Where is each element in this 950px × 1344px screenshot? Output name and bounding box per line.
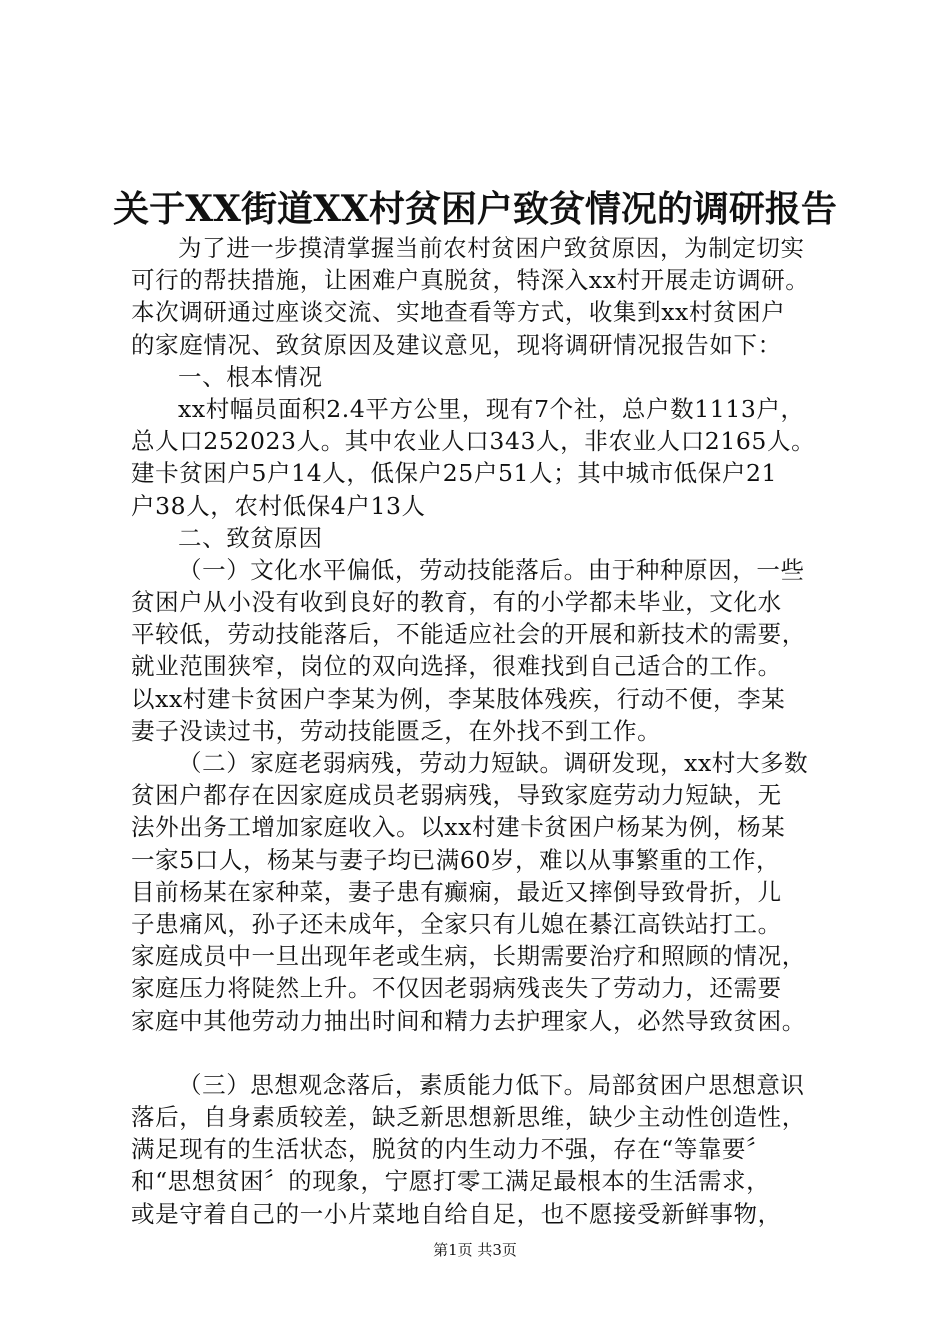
paragraph-line: 妻子没读过书，劳动技能匮乏，在外找不到工作。 bbox=[131, 716, 662, 745]
page-title: 关于XX街道XX村贫困户致贫情况的调研报告 bbox=[113, 188, 837, 230]
paragraph-line: 以xx村建卡贫困户李某为例，李某肢体残疾，行动不便，李某 bbox=[131, 684, 786, 713]
paragraph-spacer bbox=[131, 1037, 851, 1069]
paragraph-line: 或是守着自己的一小片菜地自给自足，也不愿接受新鲜事物， bbox=[131, 1199, 782, 1228]
paragraph-line: 家庭中其他劳动力抽出时间和精力去护理家人，必然导致贫困。 bbox=[131, 1006, 806, 1035]
paragraph-line: （二）家庭老弱病残，劳动力短缺。调研发现，xx村大多数 bbox=[178, 749, 809, 777]
paragraph-line: 家庭成员中一旦出现年老或生病，长期需要治疗和照顾的情况， bbox=[131, 942, 806, 971]
paragraph-line: 户38人，农村低保4户13人 bbox=[131, 491, 426, 520]
paragraph-line: 一家5口人，杨某与妻子均已满60岁，难以从事繁重的工作， bbox=[131, 845, 781, 874]
paragraph-line: 家庭压力将陡然上升。不仅因老弱病残丧失了劳动力，还需要 bbox=[131, 974, 782, 1003]
paragraph-line: 目前杨某在家种菜，妻子患有癫痫，最近又摔倒导致骨折，儿 bbox=[131, 877, 782, 906]
paragraph-line: （一）文化水平偏低，劳动技能落后。由于种种原因，一些 bbox=[178, 555, 805, 584]
paragraph-line: 为了进一步摸清掌握当前农村贫困户致贫原因，为制定切实 bbox=[178, 234, 805, 262]
paragraph-line: 子患痛风，孙子还未成年，全家只有儿媳在綦江高铁站打工。 bbox=[131, 909, 782, 938]
paragraph-line: 可行的帮扶措施，让困难户真脱贫，特深入xx村开展走访调研。 bbox=[131, 266, 810, 295]
paragraph-line: xx村幅员面积2.4平方公里，现有7个社，总户数1113户， bbox=[178, 394, 805, 423]
paragraph-line: 平较低，劳动技能落后，不能适应社会的开展和新技术的需要， bbox=[131, 620, 806, 649]
paragraph-line: 落后，自身素质较差，缺乏新思想新思维，缺少主动性创造性， bbox=[131, 1103, 806, 1132]
paragraph-line: 本次调研通过座谈交流、实地查看等方式，收集到xx村贫困户 bbox=[131, 298, 786, 327]
paragraph-line: 就业范围狭窄，岗位的双向选择，很难找到自己适合的工作。 bbox=[131, 652, 782, 681]
section-heading: 一、根本情况 bbox=[178, 362, 323, 391]
paragraph-line: 法外出务工增加家庭收入。以xx村建卡贫困户杨某为例，杨某 bbox=[131, 813, 786, 842]
document-body bbox=[131, 232, 851, 1230]
section-heading: 二、致贫原因 bbox=[178, 523, 323, 552]
paragraph-line: （三）思想观念落后，素质能力低下。局部贫困户思想意识 bbox=[178, 1070, 805, 1099]
paragraph-line: 满足现有的生活状态，脱贫的内生动力不强，存在“等靠要〞 bbox=[131, 1135, 771, 1164]
paragraph-line: 贫困户都存在因家庭成员老弱病残，导致家庭劳动力短缺，无 bbox=[131, 781, 782, 810]
paragraph-line: 贫困户从小没有收到良好的教育，有的小学都未毕业，文化水 bbox=[131, 588, 782, 617]
paragraph-line: 的家庭情况、致贫原因及建议意见，现将调研情况报告如下： bbox=[131, 330, 782, 359]
paragraph-line: 和“思想贫困〞的现象，宁愿打零工满足最根本的生活需求， bbox=[131, 1167, 771, 1196]
page-number-footer: 第1页 共3页 bbox=[433, 1241, 517, 1259]
paragraph-line: 建卡贫困户5户14人，低保户25户51人；其中城市低保户21 bbox=[131, 459, 778, 488]
paragraph-line: 总人口252023人。其中农业人口343人，非农业人口2165人。 bbox=[131, 427, 816, 456]
